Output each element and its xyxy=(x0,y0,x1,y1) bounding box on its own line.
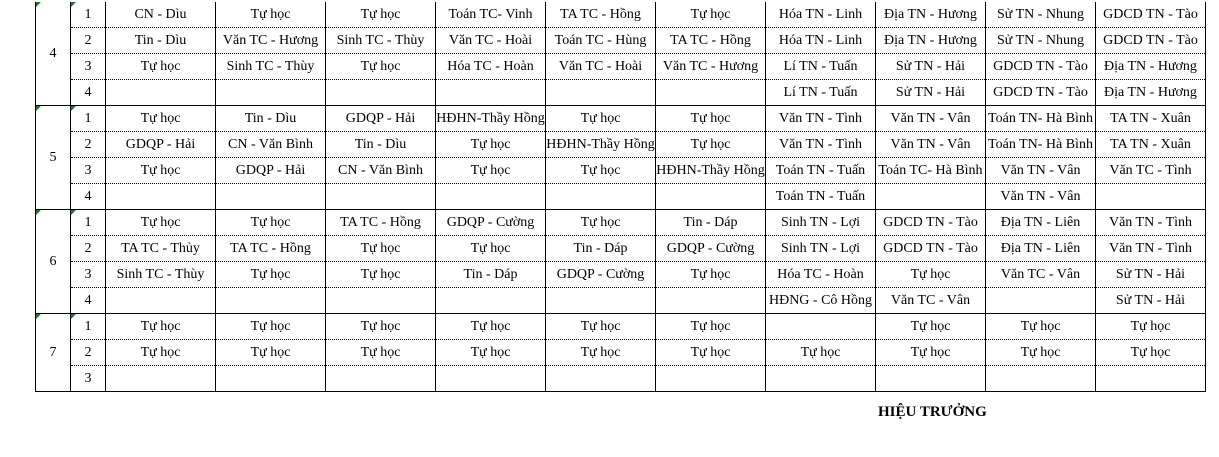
lesson-cell: Địa TN - Hương xyxy=(876,2,986,28)
lesson-cell xyxy=(1096,366,1206,392)
period-cell xyxy=(71,106,106,132)
lesson-cell: GDCD TN - Tào xyxy=(1096,28,1206,54)
lesson-cell: Sử TN - Hải xyxy=(1096,288,1206,314)
lesson-cell: Văn TN - Vân xyxy=(986,158,1096,184)
lesson-cell: Tự học xyxy=(656,262,766,288)
period-cell xyxy=(71,262,106,288)
lesson-cell: Tự học xyxy=(546,106,656,132)
period-cell xyxy=(71,184,106,210)
period-cell xyxy=(71,236,106,262)
lesson-cell: Văn TC - Hoài xyxy=(436,28,546,54)
lesson-cell xyxy=(216,366,326,392)
lesson-cell: Tự học xyxy=(436,314,546,340)
period-cell xyxy=(71,366,106,392)
principal-signature-title: HIỆU TRƯỞNG xyxy=(878,404,987,420)
lesson-cell xyxy=(876,366,986,392)
period-cell xyxy=(71,132,106,158)
lesson-cell: GDQP - Hải xyxy=(216,158,326,184)
lesson-cell: CN - Văn Bình xyxy=(326,158,436,184)
lesson-cell: HĐHN-Thầy Hồng xyxy=(546,132,656,158)
lesson-cell xyxy=(546,288,656,314)
lesson-cell xyxy=(106,366,216,392)
table-row xyxy=(36,288,1206,314)
period-label: 3 xyxy=(84,370,92,386)
lesson-cell: Sinh TC - Thùy xyxy=(216,54,326,80)
day-label: 6 xyxy=(49,253,57,269)
lesson-cell: Toán TC - Hùng xyxy=(546,28,656,54)
lesson-cell xyxy=(546,80,656,106)
lesson-cell: Tự học xyxy=(986,314,1096,340)
table-row xyxy=(36,340,1206,366)
cell-comment-marker-icon xyxy=(71,210,76,215)
lesson-cell: Tự học xyxy=(216,2,326,28)
period-label: 1 xyxy=(84,214,92,230)
lesson-cell: Hóa TN - Linh xyxy=(766,2,876,28)
lesson-cell xyxy=(656,184,766,210)
cell-comment-marker-icon xyxy=(36,210,41,215)
lesson-cell: Văn TN - Vân xyxy=(986,184,1096,210)
day-cell xyxy=(36,106,71,210)
period-cell xyxy=(71,80,106,106)
lesson-cell: Hóa TC - Hoàn xyxy=(766,262,876,288)
lesson-cell: Sử TN - Hải xyxy=(1096,262,1206,288)
lesson-cell: Tự học xyxy=(436,158,546,184)
lesson-cell: TA TC - Hồng xyxy=(656,28,766,54)
table-row xyxy=(36,80,1206,106)
lesson-cell: Tin - Dáp xyxy=(656,210,766,236)
period-label: 3 xyxy=(84,58,92,74)
lesson-cell xyxy=(546,366,656,392)
lesson-cell: Văn TC - Vân xyxy=(986,262,1096,288)
lesson-cell: Tự học xyxy=(106,54,216,80)
lesson-cell: Tin - Dáp xyxy=(436,262,546,288)
lesson-cell: Tin - Dìu xyxy=(326,132,436,158)
lesson-cell: GDQP - Hải xyxy=(106,132,216,158)
lesson-cell: Toán TC- Hà Bình xyxy=(876,158,986,184)
lesson-cell: GDQP - Cường xyxy=(546,262,656,288)
lesson-cell: Tin - Dáp xyxy=(546,236,656,262)
period-label: 4 xyxy=(84,84,92,100)
lesson-cell: Tự học xyxy=(1096,314,1206,340)
period-cell xyxy=(71,210,106,236)
lesson-cell: GDCD TN - Tào xyxy=(1096,2,1206,28)
lesson-cell: Địa TN - Hương xyxy=(1096,54,1206,80)
lesson-cell: Văn TN - Vân xyxy=(876,132,986,158)
lesson-cell: Sinh TC - Thùy xyxy=(326,28,436,54)
lesson-cell: Văn TN - Tình xyxy=(766,106,876,132)
lesson-cell: Sử TN - Nhung xyxy=(986,28,1096,54)
table-row xyxy=(36,210,1206,236)
lesson-cell: GDCD TN - Tào xyxy=(986,80,1096,106)
lesson-cell: Tự học xyxy=(106,158,216,184)
table-row xyxy=(36,236,1206,262)
lesson-cell: Tự học xyxy=(326,2,436,28)
lesson-cell xyxy=(326,80,436,106)
lesson-cell xyxy=(326,366,436,392)
lesson-cell: Tự học xyxy=(876,314,986,340)
lesson-cell xyxy=(216,80,326,106)
table-row xyxy=(36,314,1206,340)
lesson-cell: Tự học xyxy=(546,340,656,366)
lesson-cell: Tự học xyxy=(326,262,436,288)
lesson-cell: Tự học xyxy=(326,340,436,366)
lesson-cell: Văn TC - Vân xyxy=(876,288,986,314)
table-row xyxy=(36,366,1206,392)
period-cell xyxy=(71,28,106,54)
lesson-cell: Tự học xyxy=(546,314,656,340)
lesson-cell: Tự học xyxy=(656,2,766,28)
period-label: 4 xyxy=(84,292,92,308)
lesson-cell: CN - Văn Bình xyxy=(216,132,326,158)
lesson-cell: Địa TN - Hương xyxy=(1096,80,1206,106)
lesson-cell: Địa TN - Liên xyxy=(986,210,1096,236)
lesson-cell xyxy=(656,288,766,314)
lesson-cell xyxy=(216,184,326,210)
lesson-cell: Tin - Dìu xyxy=(106,28,216,54)
day-label: 7 xyxy=(49,344,57,360)
lesson-cell: Tự học xyxy=(656,132,766,158)
lesson-cell xyxy=(546,184,656,210)
lesson-cell: Sử TN - Hải xyxy=(876,80,986,106)
period-cell xyxy=(71,314,106,340)
lesson-cell: Địa TN - Hương xyxy=(876,28,986,54)
lesson-cell: Hóa TC - Hoàn xyxy=(436,54,546,80)
lesson-cell: Tự học xyxy=(986,340,1096,366)
lesson-cell: Toán TC- Vinh xyxy=(436,2,546,28)
lesson-cell: TA TN - Xuân xyxy=(1096,132,1206,158)
lesson-cell: Tự học xyxy=(216,314,326,340)
lesson-cell: Tự học xyxy=(216,340,326,366)
table-row xyxy=(36,158,1206,184)
lesson-cell xyxy=(436,184,546,210)
lesson-cell xyxy=(106,184,216,210)
lesson-cell xyxy=(326,184,436,210)
day-cell xyxy=(36,2,71,106)
period-label: 3 xyxy=(84,162,92,178)
lesson-cell: Văn TN - Tình xyxy=(1096,236,1206,262)
lesson-cell: Tự học xyxy=(656,340,766,366)
cell-comment-marker-icon xyxy=(36,314,41,319)
lesson-cell: Tự học xyxy=(436,236,546,262)
lesson-cell: Tự học xyxy=(436,132,546,158)
lesson-cell: Toán TN - Tuấn xyxy=(766,158,876,184)
lesson-cell xyxy=(766,314,876,340)
table-row xyxy=(36,54,1206,80)
lesson-cell: CN - Dìu xyxy=(106,2,216,28)
lesson-cell: Hóa TN - Linh xyxy=(766,28,876,54)
period-label: 2 xyxy=(84,136,92,152)
period-label: 4 xyxy=(84,188,92,204)
day-label: 5 xyxy=(49,149,57,165)
lesson-cell xyxy=(986,288,1096,314)
cell-comment-marker-icon xyxy=(71,314,76,319)
lesson-cell xyxy=(106,80,216,106)
lesson-cell xyxy=(216,288,326,314)
lesson-cell: GDQP - Hải xyxy=(326,106,436,132)
lesson-cell: TA TN - Xuân xyxy=(1096,106,1206,132)
lesson-cell: GDQP - Cường xyxy=(656,236,766,262)
period-label: 3 xyxy=(84,266,92,282)
lesson-cell: GDQP - Cường xyxy=(436,210,546,236)
lesson-cell xyxy=(876,184,986,210)
lesson-cell: Tự học xyxy=(326,314,436,340)
lesson-cell xyxy=(436,80,546,106)
lesson-cell: Tự học xyxy=(876,340,986,366)
table-row xyxy=(36,184,1206,210)
lesson-cell: GDCD TN - Tào xyxy=(876,210,986,236)
period-cell xyxy=(71,288,106,314)
lesson-cell: Văn TC - Tình xyxy=(1096,158,1206,184)
lesson-cell: Sinh TC - Thùy xyxy=(106,262,216,288)
period-label: 2 xyxy=(84,344,92,360)
lesson-cell xyxy=(1096,184,1206,210)
lesson-cell: Toán TN- Hà Bình xyxy=(986,132,1096,158)
lesson-cell: Tự học xyxy=(1096,340,1206,366)
lesson-cell: Văn TC - Hương xyxy=(216,28,326,54)
lesson-cell: Tự học xyxy=(216,210,326,236)
lesson-cell xyxy=(436,288,546,314)
period-label: 1 xyxy=(84,110,92,126)
lesson-cell: TA TC - Hồng xyxy=(326,210,436,236)
cell-comment-marker-icon xyxy=(36,106,41,111)
period-cell xyxy=(71,54,106,80)
lesson-cell: Tự học xyxy=(106,314,216,340)
lesson-cell: Sinh TN - Lợi xyxy=(766,236,876,262)
lesson-cell: HĐHN-Thầy Hồng xyxy=(436,106,546,132)
table-row xyxy=(36,106,1206,132)
lesson-cell: Văn TC - Hoài xyxy=(546,54,656,80)
period-label: 1 xyxy=(84,318,92,334)
lesson-cell xyxy=(656,80,766,106)
lesson-cell: Tự học xyxy=(656,106,766,132)
lesson-cell: Toán TN- Hà Bình xyxy=(986,106,1096,132)
lesson-cell: Tự học xyxy=(106,210,216,236)
timetable xyxy=(35,2,1206,392)
lesson-cell: Lí TN - Tuấn xyxy=(766,54,876,80)
lesson-cell: Tự học xyxy=(326,236,436,262)
lesson-cell: Văn TC - Hương xyxy=(656,54,766,80)
lesson-cell: Tự học xyxy=(436,340,546,366)
lesson-cell xyxy=(106,288,216,314)
lesson-cell xyxy=(436,366,546,392)
lesson-cell: Lí TN - Tuấn xyxy=(766,80,876,106)
lesson-cell: GDCD TN - Tào xyxy=(876,236,986,262)
cell-comment-marker-icon xyxy=(71,2,76,7)
table-row xyxy=(36,2,1206,28)
period-cell xyxy=(71,340,106,366)
cell-comment-marker-icon xyxy=(71,106,76,111)
lesson-cell: Tin - Dìu xyxy=(216,106,326,132)
day-label: 4 xyxy=(49,45,57,61)
period-cell xyxy=(71,2,106,28)
lesson-cell xyxy=(656,366,766,392)
lesson-cell: Tự học xyxy=(326,54,436,80)
lesson-cell: GDCD TN - Tào xyxy=(986,54,1096,80)
lesson-cell: Tự học xyxy=(106,340,216,366)
period-label: 2 xyxy=(84,32,92,48)
lesson-cell: TA TC - Hồng xyxy=(216,236,326,262)
timetable-body xyxy=(36,2,1206,392)
period-cell xyxy=(71,158,106,184)
lesson-cell: Tự học xyxy=(216,262,326,288)
lesson-cell: Sinh TN - Lợi xyxy=(766,210,876,236)
cell-comment-marker-icon xyxy=(36,2,41,7)
lesson-cell xyxy=(986,366,1096,392)
lesson-cell: Tự học xyxy=(546,210,656,236)
lesson-cell: Tự học xyxy=(876,262,986,288)
lesson-cell xyxy=(766,366,876,392)
lesson-cell: Sử TN - Nhung xyxy=(986,2,1096,28)
lesson-cell: Tự học xyxy=(656,314,766,340)
lesson-cell: TA TC - Thủy xyxy=(106,236,216,262)
period-label: 2 xyxy=(84,240,92,256)
lesson-cell: Văn TN - Tình xyxy=(1096,210,1206,236)
lesson-cell: Văn TN - Tình xyxy=(766,132,876,158)
lesson-cell: Tự học xyxy=(546,158,656,184)
table-row xyxy=(36,28,1206,54)
table-row xyxy=(36,262,1206,288)
lesson-cell xyxy=(326,288,436,314)
lesson-cell: Văn TN - Vân xyxy=(876,106,986,132)
lesson-cell: HĐNG - Cô Hồng xyxy=(766,288,876,314)
day-cell xyxy=(36,314,71,392)
day-cell xyxy=(36,210,71,314)
table-row xyxy=(36,132,1206,158)
lesson-cell: Toán TN - Tuấn xyxy=(766,184,876,210)
period-label: 1 xyxy=(84,6,92,22)
lesson-cell: Tự học xyxy=(106,106,216,132)
lesson-cell: Sử TN - Hải xyxy=(876,54,986,80)
lesson-cell: Tự học xyxy=(766,340,876,366)
lesson-cell: Địa TN - Liên xyxy=(986,236,1096,262)
lesson-cell: TA TC - Hồng xyxy=(546,2,656,28)
lesson-cell: HĐHN-Thầy Hồng xyxy=(656,158,766,184)
